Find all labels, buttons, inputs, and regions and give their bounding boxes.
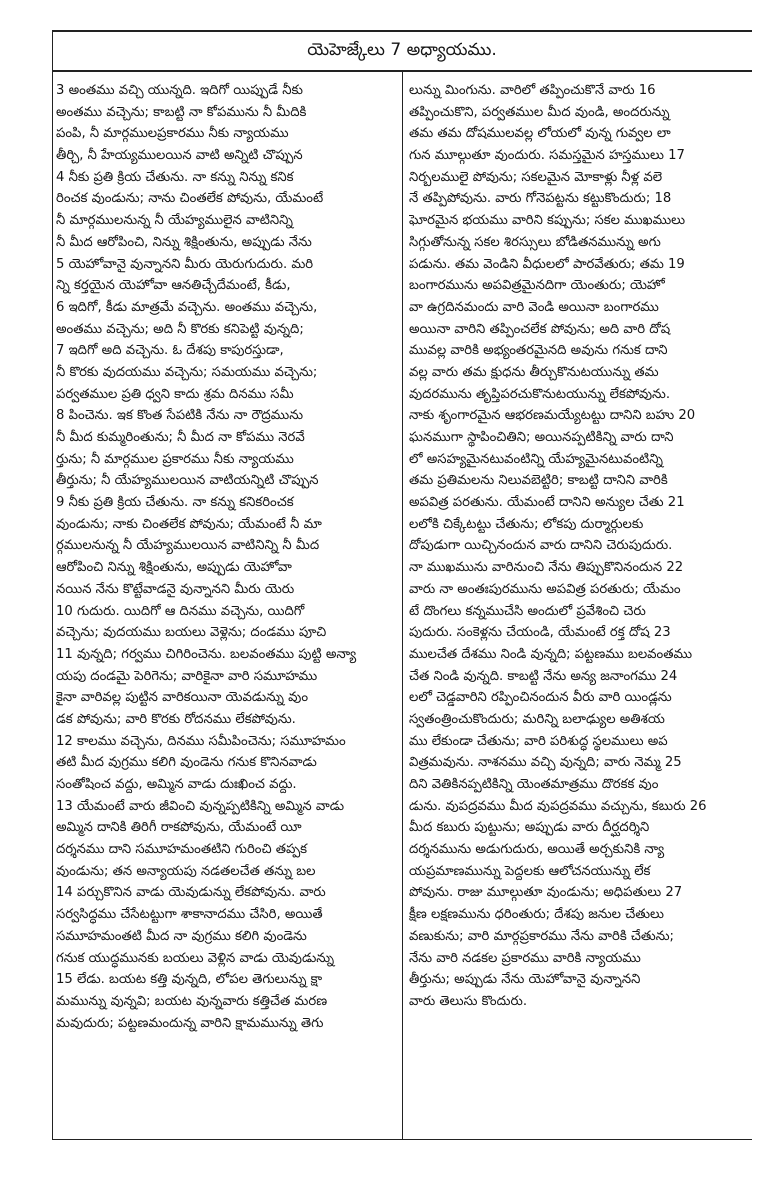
- left-column-line: 13 యేమంటే వారు జీవించి వున్నప్పటికిన్ని అమ్మిన వాడు: [56, 798, 345, 814]
- left-column-line: సమూహమంతటి మీద నా వుగ్రము కలిగి వుండెను: [56, 928, 307, 944]
- right-column-line: లలోకి చిక్కేటట్టు చేతును; లోకపు దుర్మార్గులకు: [409, 516, 644, 532]
- right-column-line: స్వతంత్రించుకొందురు; మరిన్ని బలాఢ్యుల అతిశయ: [409, 711, 665, 727]
- right-column-line: నాకు శృంగారమైన ఆభరణమయ్యేటట్టు దానిని బహు 20: [409, 408, 696, 424]
- right-column-line: అయినా వారిని తప్పించలేక పోవును; అది వారి దోష: [409, 321, 671, 337]
- left-column-line: సర్వసిద్ధము చేసేటట్టుగా శాకానాదము చేసిరి, అయితే: [56, 907, 323, 923]
- left-column-line: యపు దండమై పెరిగెను; వారికైనా వారి సమూహము: [56, 668, 318, 684]
- right-column-line: క్షీణ లక్షణమును ధరింతురు; దేశపు జనుల చేతులు: [409, 907, 664, 923]
- left-column-line: అంతము వచ్చెను; అది నీ కొరకు కనిపెట్టి వున్నది;: [56, 321, 304, 337]
- top-rule: [52, 30, 752, 32]
- left-column-line: 14 పర్చుకొనిన వాడు యెవుడున్ను లేకపోవును. వారు: [56, 885, 326, 901]
- left-column-line: న్ని కర్తయైన యెహోవా ఆనతిచ్చేదేమంటే, కీడు,: [56, 278, 291, 294]
- left-column-line: రించక వుండును; నాను చింతలేక పోవును, యేమంటే: [56, 191, 324, 207]
- right-column-line: వారు తెలుసు కొందురు.: [409, 993, 528, 1009]
- right-column-line: లలో చెడ్డవారిని రప్పించినందున వీరు వారి యిండ్లను: [409, 690, 672, 706]
- right-column-line: నా ముఖమును వారినుంచి నేను తిప్పుకొనినందున 22: [409, 560, 684, 576]
- right-column-line: ము లేకుండా చేతును; వారి పరిశుద్ధ స్థలములు అప: [409, 733, 668, 749]
- left-column-line: 6 ఇదిగో, కీడు మాత్రమే వచ్చెను. అంతము వచ్చెను,: [56, 299, 318, 315]
- left-column-line: 10 గుదురు. యిదిగో ఆ దినము వచ్చెను, యిదిగో: [56, 603, 305, 619]
- scripture-page: [52, 30, 752, 1140]
- right-column-line: సిగ్గుతోనున్న సకల శిరస్సులు బోడితనమున్ను అగు: [409, 234, 661, 250]
- left-column-line: 7 ఇదిగో అది వచ్చెను. ఓ దేశపు కాపురస్తుడా,: [56, 343, 284, 359]
- right-column-line: వుదరమును తృప్తిపరచుకొనుటయున్ను లేకపోవును.: [409, 386, 671, 402]
- right-column-line: మువల్ల వారికి అభ్యంతరమైనది అవును గనుక దాని: [409, 343, 668, 359]
- left-column-line: 3 అంతము వచ్చి యున్నది. ఇదిగో యిప్పుడే నీకు: [56, 83, 303, 98]
- left-column-line: తీర్చి, నీ హేయ్యములయిన వాటి అన్నిటి చొప్పున: [56, 148, 303, 164]
- page-title: యెహెజ్కేలు 7 అధ్యాయము.: [307, 40, 497, 60]
- right-column-line: పోవును. రాజు మూల్గుతూ వుండును; అధిపతులు 27: [409, 885, 683, 901]
- right-column-line: వా ఉగ్రదినమందు వారి వెండి అయినా బంగారము: [409, 299, 659, 315]
- left-column-line: 8 పించెను. ఇక కొంత సేపటికి నేను నా రౌద్రమును: [56, 408, 304, 424]
- right-column-line: దోపుడుగా యిచ్చినందున వారు దానిని చెరుపుదురు.: [409, 538, 673, 554]
- right-column-line: లున్ను మింగును. వారిలో తప్పించుకొనే వారు 16: [409, 83, 656, 98]
- left-column-line: అమ్మిన దానికి తిరిగీ రాకపోవును, యేమంటే యీ: [56, 820, 302, 836]
- right-column-line: తమ ప్రతిమలను నిలువబెట్టిరి; కాబట్టి దానిని వారికి: [409, 473, 668, 489]
- right-column-line: తమ తమ దోషములవల్ల లోయలో వున్న గువ్వల లా: [409, 126, 671, 142]
- left-column-line: పర్వతముల ప్రతి ధ్వని కాదు శ్రమ దినము సమీ: [56, 386, 294, 402]
- right-column-line: తీర్తును; అప్పుడు నేను యెహోవానై వున్నానని: [409, 972, 641, 988]
- right-column-line: నేను వారి నడకల ప్రకారము వారికి న్యాయము: [409, 950, 641, 966]
- right-column-line: నే తప్పిపోవును. వారు గోనెపట్టను కట్టుకొందురు; 18: [409, 191, 672, 207]
- right-column-line: దర్శనమును అడుగుదురు, అయితే అర్చకునికి న్యా: [409, 842, 665, 858]
- left-column-line: డక పోవును; వారి కొరకు రోదనము లేకపోవును.: [56, 711, 296, 727]
- right-column-line: పుదురు. సంకెళ్లను చేయండి, యేమంటే రక్త దోష 23: [409, 625, 671, 641]
- left-column-line: ర్గములనున్న నీ యేహ్యములయిన వాటినిన్ని నీ మీద: [56, 538, 320, 554]
- left-column-line: నీ కొరకు వుదయము వచ్చెను; సమయము వచ్చెను;: [56, 364, 318, 380]
- left-border: [52, 30, 53, 1140]
- right-text-column: [409, 80, 754, 1013]
- right-column-line: పడును. తమ వెండిని వీధులలో పారవేతురు; తమ 19: [409, 256, 685, 272]
- left-column-line: వుండును; నాకు చింతలేక పోవును; యేమంటే నీ మా: [56, 516, 322, 532]
- bottom-rule: [52, 1139, 752, 1140]
- left-column-line: 15 లేడు. బయట కత్తి వున్నది, లోపల తెగులున్ను క్షా: [56, 972, 323, 988]
- left-column-line: నయిన నేను కొట్టేవాడనై వున్నానని మీరు యెరు: [56, 581, 295, 597]
- right-column-line: లో అసహ్యమైనటువంటిన్ని యేహ్యమైనటువంటిన్ని: [409, 451, 663, 467]
- right-column-line: విత్రమవును. నాశనము వచ్చి వున్నది; వారు నెమ్మ 25: [409, 755, 682, 771]
- left-text-column: [56, 80, 396, 1034]
- right-column-line: చేత నిండి వున్నది. కాబట్టి నేను అన్య జనాంగము 24: [409, 668, 678, 684]
- left-column-line: తీర్తును; నీ యేహ్యములయిన వాటియన్నిటి చొప్పున: [56, 473, 319, 489]
- left-column-line: 11 వున్నది; గర్వము చిగిరించెను. బలవంతము పుట్టి అన్యా: [56, 646, 357, 662]
- left-column-line: నీ మీద కుమ్మరింతును; నీ మీద నా కోపము నెరవే: [56, 430, 305, 445]
- left-column-line: ర్తును; నీ మార్గముల ప్రకారము నీకు న్యాయము: [56, 451, 294, 467]
- right-column-line: దిని వెతికినప్పటికిన్ని యెంతమాత్రము దొరకక వుం: [409, 777, 659, 792]
- right-column-line: టే దొంగలు కన్నముచేసి అందులో ప్రవేశించి చెరు: [409, 603, 646, 619]
- left-column-line: 9 నీకు ప్రతి క్రియ చేతును. నా కన్ను కనికరించక: [56, 495, 294, 511]
- left-column-line: వచ్చెను; వుదయము బయలు వెళ్లెను; దండము పూచి: [56, 625, 327, 641]
- left-column-line: సంతోషించ వద్దు, అమ్మిన వాడు దుఃఖించ వద్దు.: [56, 777, 297, 792]
- right-column-line: నిర్బలములై పోవును; సకలమైన మోకాళ్లు నీళ్ల వలె: [409, 169, 663, 185]
- left-column-line: నీ మార్గములనున్న నీ యేహ్యములైన వాటినిన్ని: [56, 213, 293, 229]
- right-column-line: బంగారమును అపవిత్రమైనదిగా యెంతురు; యెహో: [409, 278, 665, 294]
- left-column-line: 5 యెహోవానై వున్నానని మీరు యెరుగుదురు. మరి: [56, 256, 314, 272]
- left-column-line: అంతము వచ్చెను; కాబట్టి నా కోపమును నీ మీదికి: [56, 104, 307, 120]
- right-column-line: డును. వుపద్రవము మీద వుపద్రవము వచ్చును, కబురు 26: [409, 798, 707, 814]
- right-column-line: వల్ల వారు తమ క్షుధను తీర్చుకొనుటయున్ను తమ: [409, 364, 659, 380]
- right-column-line: మీద కబురు పుట్టును; అప్పుడు వారు దీర్ఘదర్శిని: [409, 820, 650, 836]
- right-column-line: వారు నా అంతఃపురమును అపవిత్ర పరతురు; యేమం: [409, 581, 681, 597]
- left-column-line: దర్శనము దాని సమూహమంతటిని గురించి తప్పక: [56, 842, 308, 858]
- right-column-line: వణుకును; వారి మార్గప్రకారము నేను వారికి చేతును;: [409, 928, 675, 944]
- right-column-line: తప్పించుకొని, పర్వతముల మీద వుండి, అందరున్ను: [409, 104, 670, 120]
- right-column-line: అపవిత్ర పరతును. యేమంటే దానిని అన్యుల చేతు 21: [409, 495, 685, 511]
- right-column-line: ములచేత దేశము నిండి వున్నది; పట్టణము బలవంతము: [409, 646, 693, 662]
- left-column-line: పంపి, నీ మార్గములప్రకారము నీకు న్యాయము: [56, 126, 289, 142]
- left-column-line: 4 నీకు ప్రతి క్రియ చేతును. నా కన్ను నిన్ను కనిక: [56, 169, 294, 185]
- right-column-line: ఘోరమైన భయము వారిని కప్పును; సకల ముఖములు: [409, 213, 686, 229]
- left-column-line: ఆరోపించి నిన్ను శిక్షింతును, అప్పుడు యెహోవా: [56, 560, 292, 576]
- left-column-line: కైనా వారివల్ల పుట్టిన వారికయినా యెవడున్ను వుం: [56, 690, 309, 706]
- left-column-line: తటి మీద వుగ్రము కలిగి వుండెను గనుక కొనినవాడు: [56, 755, 317, 771]
- left-column-line: మవుదురు; పట్టణమందున్న వారిని క్షామమున్ను తెగు: [56, 1015, 324, 1031]
- right-column-line: గున మూల్గుతూ వుందురు. సమస్తమైన హస్తములు 17: [409, 148, 685, 164]
- right-column-line: ఘనముగా స్థాపించితిని; అయినప్పటికిన్ని వారు దాని: [409, 430, 674, 445]
- left-column-line: వుండును; తన అన్యాయపు నడతలచేత తన్ను బల: [56, 863, 316, 879]
- left-column-line: మమున్ను వున్నవి; బయట వున్నవారు కత్తిచేత మరణ: [56, 993, 328, 1009]
- left-column-line: నీ మీద ఆరోపించి, నిన్ను శిక్షింతును, అప్పుడు నేను: [56, 234, 312, 250]
- left-column-line: 12 కాలము వచ్చెను, దినము సమీపించెను; సమూహమం: [56, 733, 346, 749]
- column-divider: [402, 72, 403, 1140]
- right-column-line: యప్రమాణమున్ను పెద్దలకు ఆలోచనయున్ను లేక: [409, 863, 651, 879]
- left-column-line: గనుక యుద్ధమునకు బయలు వెళ్లిన వాడు యెవుడున్ను: [56, 950, 335, 966]
